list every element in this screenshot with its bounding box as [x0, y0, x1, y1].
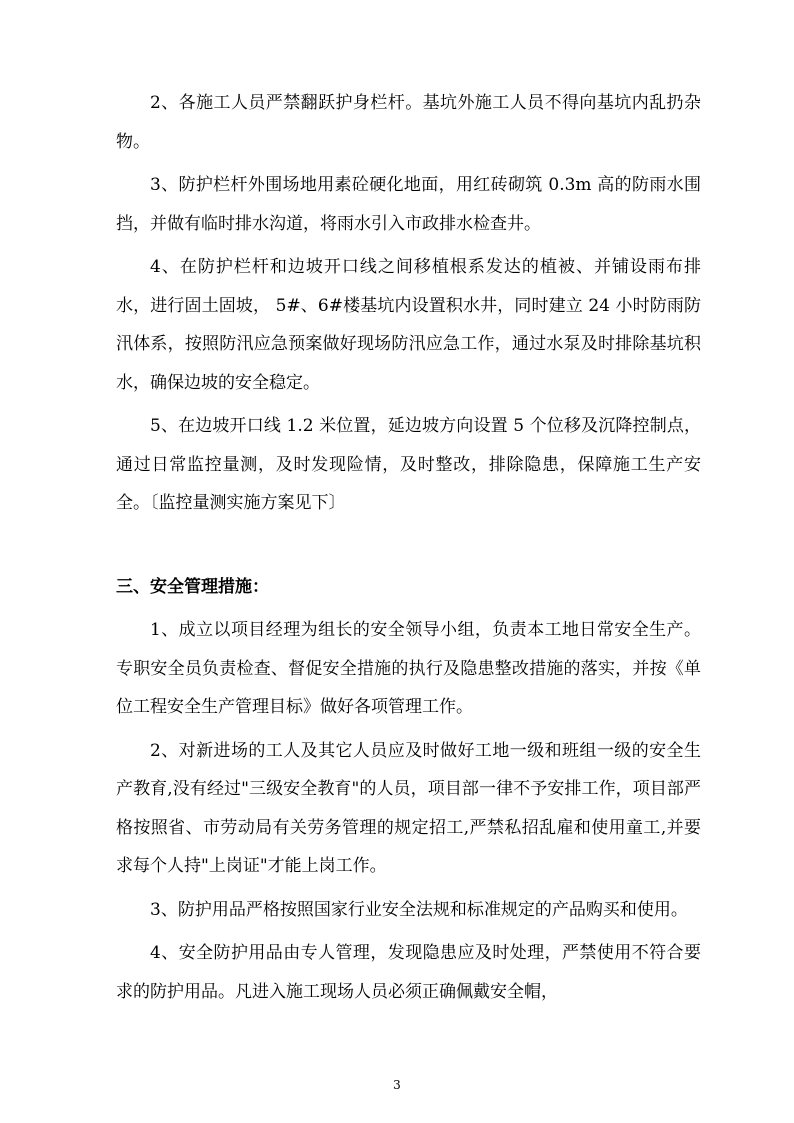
management-item-3: 3、防护用品严格按照国家行业安全法规和标准规定的产品购买和使用。 — [150, 899, 688, 920]
management-item-2: 2、对新进场的工人及其它人员应及时做好工地一级和班组一级的安全生产教育,没有经过"三级安全教育"的人员，项目部一律不予安排工作，项目部严格按照省、市劳动局有关劳务管理的规定招工,严禁私招乱雇和使用童工,并要求每个人持"上岗证"才能上岗工作。 — [116, 740, 701, 876]
page-number: 3 — [393, 1078, 401, 1092]
paragraph-item-2: 2、各施工人员严禁翻跃护身栏杆。基坑外施工人员不得向基坑内乱扔杂物。 — [116, 93, 701, 152]
page-body — [116, 84, 701, 1016]
section-spacer — [116, 528, 701, 568]
management-item-1: 1、成立以项目经理为组长的安全领导小组，负责本工地日常安全生产。专职安全员负责检查、督促安全措施的执行及隐患整改措施的落实，并按《单位工程安全生产管理目标》做好各项管理工作。 — [116, 620, 701, 717]
management-item-4: 4、安全防护用品由专人管理，发现隐患应及时处理，严禁使用不符合要求的防护用品。凡进入施工现场人员必须正确佩戴安全帽， — [116, 943, 701, 1002]
paragraph-item-5: 5、在边坡开口线 1.2 米位置，延边坡方向设置 5 个位移及沉降控制点，通过日常监控量测，及时发现险情，及时整改，排除隐患，保障施工生产安全。〔监控量测实施方案见下〕 — [116, 416, 701, 513]
paragraph-item-4: 4、在防护栏杆和边坡开口线之间移植根系发达的植被、并铺设雨布排水，进行固土固坡， 5#、6#楼基坑内设置积水井，同时建立 24 小时防雨防汛体系，按照防汛应急预案做好现场防汛应急工作，通过水泵及时排除基坑积水，确保边坡的安全稳定。 — [116, 257, 701, 393]
section-heading: 三、安全管理措施： — [116, 576, 269, 597]
paragraph-item-3: 3、防护栏杆外围场地用素砼硬化地面，用红砖砌筑 0.3m 高的防雨水围挡，并做有临时排水沟道，将雨水引入市政排水检查井。 — [116, 175, 701, 234]
